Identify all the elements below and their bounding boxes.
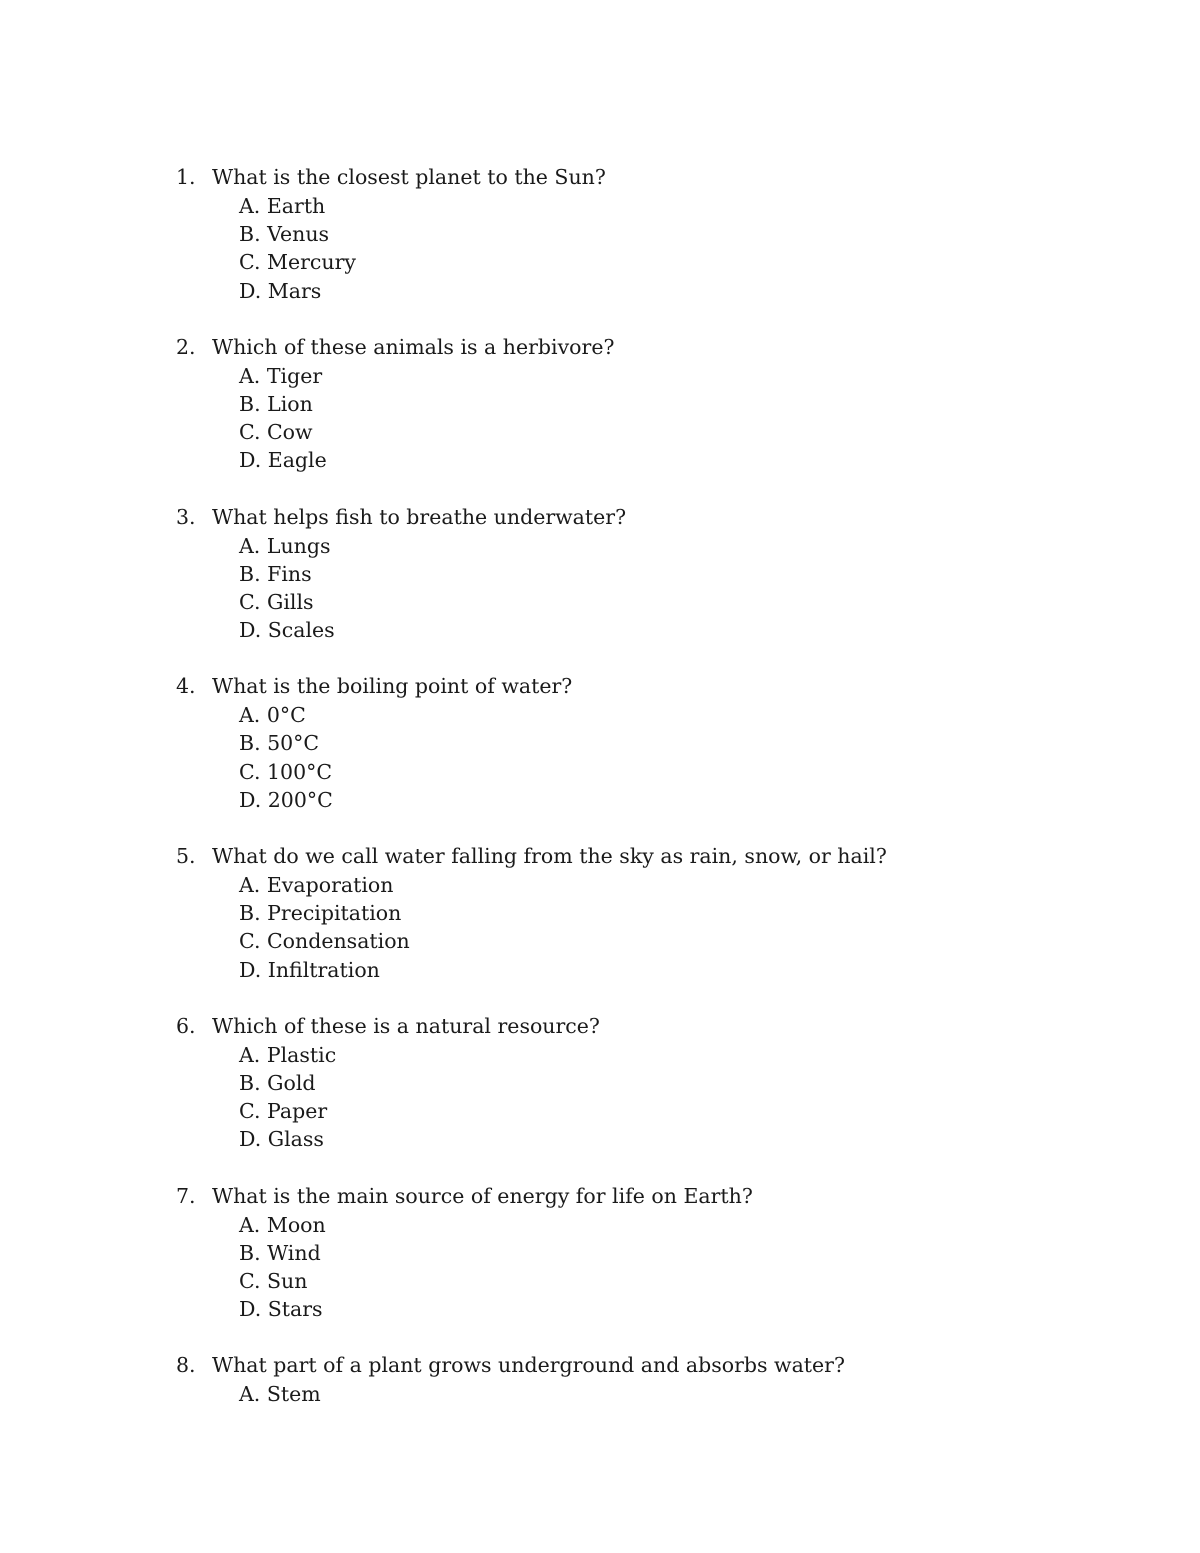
- answer-option: C. Mercury: [239, 250, 356, 275]
- answer-option: B. 50°C: [239, 731, 320, 756]
- answer-option: A. Earth: [239, 194, 326, 218]
- question-text: What do we call water falling from the sky as rain, snow, or hail?: [212, 844, 887, 868]
- answer-option: A. Plastic: [239, 1042, 337, 1067]
- answer-option: B. Lion: [239, 391, 313, 416]
- answer-option: D. Stars: [239, 1297, 323, 1322]
- question-number: 5.: [176, 844, 196, 868]
- answer-option: C. Cow: [239, 420, 313, 445]
- answer-option: A. Tiger: [239, 363, 323, 388]
- answer-option: A. Evaporation: [239, 873, 394, 897]
- question-text: Which of these animals is a herbivore?: [212, 334, 615, 359]
- quiz-question-list: [176, 163, 1076, 1436]
- question-line: [176, 842, 1076, 871]
- question-text: What part of a plant grows underground and absorbs water?: [212, 1353, 845, 1378]
- question-text: What is the boiling point of water?: [212, 674, 573, 699]
- question-line: [176, 1182, 1076, 1211]
- answer-options: [176, 871, 1076, 984]
- answer-option: C. Sun: [239, 1268, 308, 1293]
- question-number: 4.: [176, 674, 196, 699]
- answer-option: C. Gills: [239, 589, 314, 614]
- answer-options: [176, 1041, 1076, 1154]
- answer-option: B. Wind: [239, 1240, 321, 1265]
- answer-options: [176, 362, 1076, 475]
- question-number: 3.: [176, 504, 196, 529]
- answer-option: A. Stem: [239, 1382, 321, 1407]
- question-block: [176, 1351, 1076, 1408]
- question-text: What helps fish to breathe underwater?: [212, 504, 627, 529]
- answer-option: D. Infiltration: [239, 957, 380, 982]
- question-number: 6.: [176, 1013, 196, 1038]
- question-number: 2.: [176, 334, 196, 359]
- question-block: [176, 163, 1076, 305]
- question-line: [176, 333, 1076, 362]
- question-line: [176, 1351, 1076, 1380]
- question-text: Which of these is a natural resource?: [212, 1013, 600, 1038]
- answer-option: D. Mars: [239, 278, 322, 303]
- answer-option: A. Lungs: [239, 533, 331, 558]
- answer-option: A. 0°C: [239, 703, 306, 728]
- answer-option: D. Glass: [239, 1127, 324, 1152]
- question-block: [176, 503, 1076, 645]
- answer-options: [176, 1211, 1076, 1324]
- answer-option: B. Fins: [239, 561, 312, 586]
- answer-option: C. 100°C: [239, 759, 333, 784]
- answer-options: [176, 701, 1076, 814]
- answer-options: [176, 192, 1076, 305]
- question-number: 7.: [176, 1183, 196, 1208]
- answer-option: D. Scales: [239, 618, 335, 643]
- answer-options: [176, 532, 1076, 645]
- question-line: [176, 163, 1076, 192]
- question-number: 1.: [176, 165, 196, 189]
- question-text: What is the closest planet to the Sun?: [212, 165, 606, 189]
- question-block: [176, 1182, 1076, 1324]
- question-block: [176, 842, 1076, 984]
- answer-option: A. Moon: [239, 1212, 326, 1237]
- question-line: [176, 1012, 1076, 1041]
- question-block: [176, 1012, 1076, 1154]
- question-line: [176, 503, 1076, 532]
- answer-option: B. Venus: [239, 222, 330, 247]
- answer-option: B. Precipitation: [239, 901, 402, 926]
- answer-option: D. Eagle: [239, 448, 327, 473]
- answer-option: C. Paper: [239, 1099, 328, 1124]
- question-line: [176, 672, 1076, 701]
- question-number: 8.: [176, 1353, 196, 1378]
- question-text: What is the main source of energy for life on Earth?: [212, 1183, 753, 1208]
- question-block: [176, 333, 1076, 475]
- answer-options: [176, 1380, 1076, 1408]
- question-block: [176, 672, 1076, 814]
- answer-option: D. 200°C: [239, 787, 333, 812]
- answer-option: B. Gold: [239, 1070, 316, 1095]
- answer-option: C. Condensation: [239, 929, 410, 954]
